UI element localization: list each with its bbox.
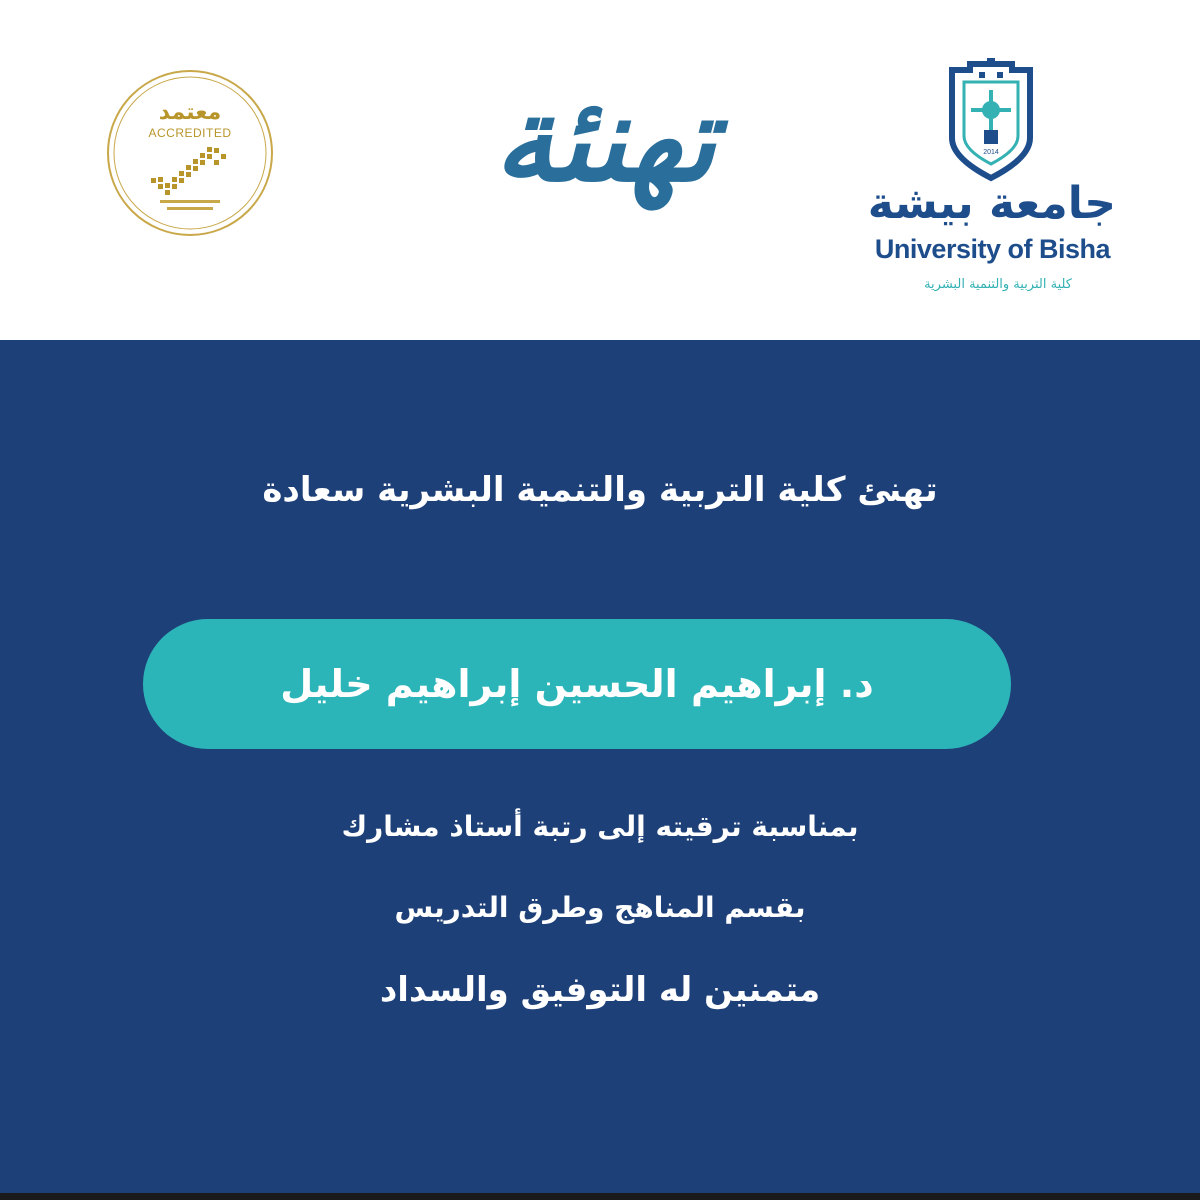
college-name: كلية التربية والتنمية البشرية (924, 277, 1072, 292)
occasion-line: بمناسبة ترقيته إلى رتبة أستاذ مشارك (341, 810, 859, 843)
recipient-pill (143, 619, 1011, 749)
accreditation-seal-icon (105, 68, 275, 238)
header (0, 0, 1200, 340)
recipient-name: د. إبراهيم الحسين إبراهيم خليل (280, 662, 874, 706)
university-logo (858, 58, 1128, 308)
bottom-border (0, 1193, 1200, 1200)
university-name-english: University of Bisha (874, 234, 1110, 264)
shield-year: 2014 (983, 149, 999, 156)
seal-label-english: ACCREDITED (148, 126, 232, 140)
wishes-line: متمنين له التوفيق والسداد (379, 970, 821, 1010)
congratulations-calligraphy (470, 60, 740, 300)
department-line: بقسم المناهج وطرق التدريس (394, 891, 806, 924)
congratulation-panel (0, 340, 1200, 1193)
accreditation-seal (105, 68, 275, 238)
university-name-arabic: جامعة بيشة (867, 178, 1116, 229)
intro-line: تهنئ كلية التربية والتنمية البشرية سعادة (262, 470, 938, 510)
university-shield-icon (946, 58, 1036, 182)
seal-label-arabic: معتمد (158, 100, 222, 125)
calligraphy-text: تهنئة (494, 69, 716, 208)
